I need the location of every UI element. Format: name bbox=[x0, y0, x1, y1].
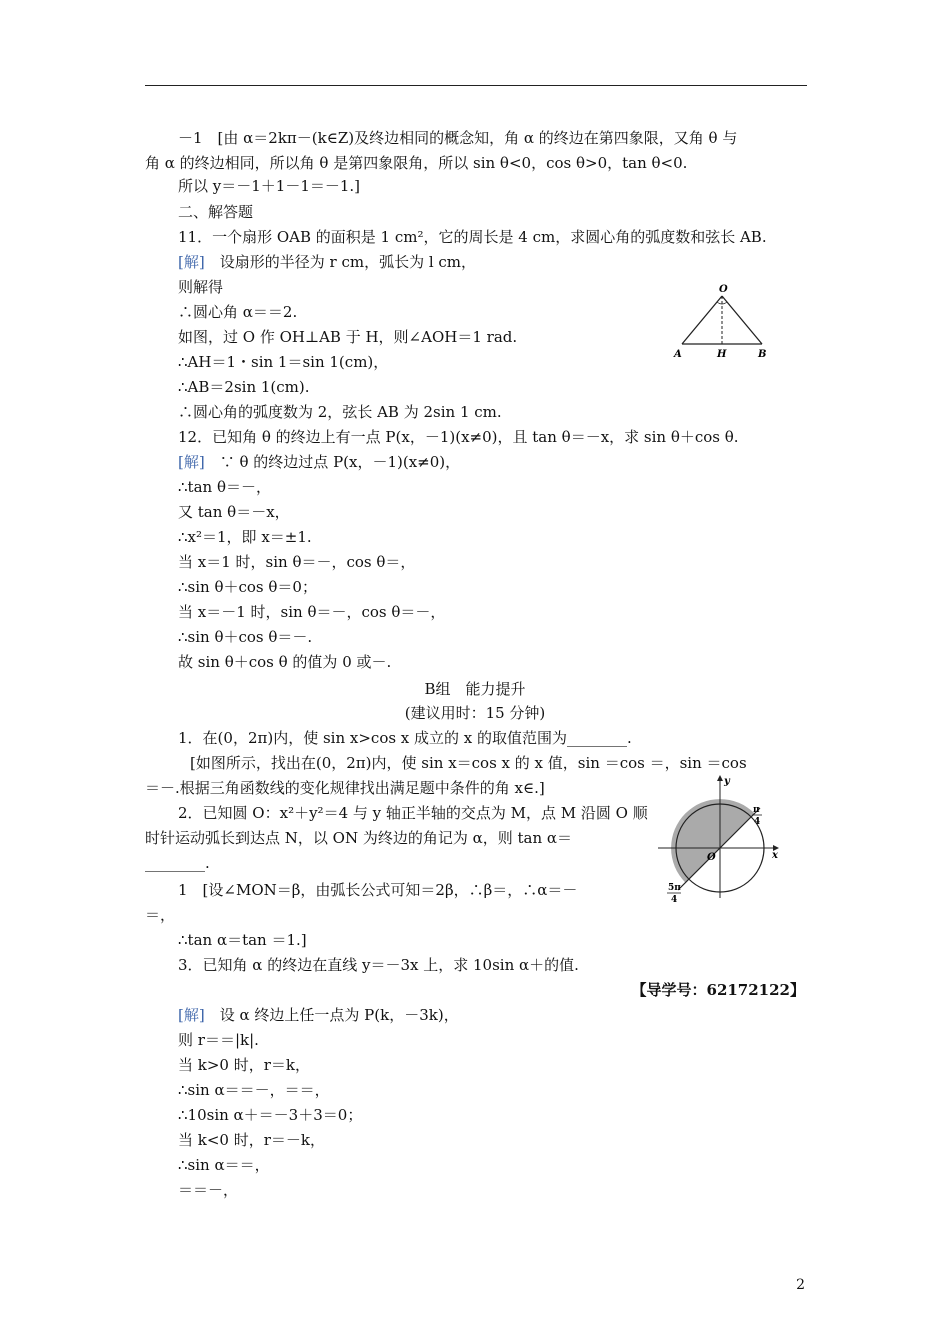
five-pi-over-4-denominator: 4 bbox=[671, 895, 678, 905]
text-line: ∴sin θ＋cos θ＝－. bbox=[178, 628, 313, 646]
text-line: 当 x＝－1 时，sin θ＝－，cos θ＝－， bbox=[178, 603, 446, 621]
point-a-label: A bbox=[674, 349, 682, 360]
text-line: 当 k>0 时，r＝k， bbox=[178, 1056, 310, 1074]
section-heading: 二、解答题 bbox=[178, 203, 254, 221]
page-number: 2 bbox=[796, 1277, 805, 1293]
text-line: ∴AB＝2sin 1(cm). bbox=[178, 378, 310, 396]
text-line: 所以 y＝－1＋1－1＝－1.] bbox=[178, 177, 361, 195]
header-rule bbox=[145, 85, 807, 86]
solution-label: [解] bbox=[178, 253, 205, 271]
text-line: 当 x＝1 时，sin θ＝－，cos θ＝， bbox=[178, 553, 416, 571]
y-axis-label: y bbox=[724, 776, 730, 787]
problem-11: 11．一个扇形 OAB 的面积是 1 cm²，它的周长是 4 cm，求圆心角的弧度数和弦长 AB. bbox=[178, 228, 767, 246]
text-line: ∴sin α＝＝， bbox=[178, 1156, 270, 1174]
text-line: 时针运动弧长到达点 N，以 ON 为终边的角记为 α，则 tan α＝ bbox=[145, 829, 573, 847]
solution-line: [解] ∵ θ 的终边过点 P(x，－1)(x≠0)， bbox=[178, 453, 461, 471]
text-line: ∴AH＝1・sin 1＝sin 1(cm)， bbox=[178, 353, 389, 371]
solution-line: [解] 设 α 终边上任一点为 P(k，－3k)， bbox=[178, 1006, 459, 1024]
text-line: ∴sin θ＋cos θ＝0； bbox=[178, 578, 317, 596]
text-line: 则解得 bbox=[178, 278, 224, 296]
text-line: ∴tan θ＝－， bbox=[178, 478, 271, 496]
text-line: ＝＝－， bbox=[178, 1181, 239, 1199]
problem-b3: 3．已知角 α 的终边在直线 y＝－3x 上，求 10sin α＋的值. bbox=[178, 956, 579, 974]
text-line: －1 [由 α＝2kπ－(k∈Z)及终边相同的概念知，角 α 的终边在第四象限，又角 θ 与 bbox=[178, 129, 738, 147]
section-b-title: B组 能力提升 bbox=[424, 680, 526, 698]
point-b-label: B bbox=[758, 349, 767, 360]
text-line: 当 k<0 时，r＝－k， bbox=[178, 1131, 325, 1149]
answer-blank: ________. bbox=[145, 854, 210, 872]
origin-label: O bbox=[707, 852, 716, 863]
text-line: ＝， bbox=[145, 906, 176, 924]
x-axis-label: x bbox=[772, 850, 778, 861]
text-line: 如图，过 O 作 OH⊥AB 于 H，则∠AOH＝1 rad. bbox=[178, 328, 518, 346]
solution-label: [解] bbox=[178, 453, 205, 471]
text-line: ∴sin α＝＝－，＝＝， bbox=[178, 1081, 330, 1099]
text-line: [如图所示，找出在(0，2π)内，使 sin x＝cos x 的 x 值，sin ＝cos ＝，sin ＝cos bbox=[190, 754, 747, 772]
pi-over-4-denominator: 4 bbox=[754, 817, 761, 827]
solution-line: [解] 设扇形的半径为 r cm，弧长为 l cm， bbox=[178, 253, 477, 271]
text-line: 故 sin θ＋cos θ 的值为 0 或－. bbox=[178, 653, 392, 671]
problem-b1: 1．在(0，2π)内，使 sin x>cos x 成立的 x 的取值范围为________. bbox=[178, 729, 632, 747]
solution-label: [解] bbox=[178, 1006, 205, 1024]
problem-12: 12．已知角 θ 的终边上有一点 P(x，－1)(x≠0)，且 tan θ＝－x，求 sin θ＋cos θ. bbox=[178, 428, 739, 446]
text-line: 则 r＝＝|k|. bbox=[178, 1031, 259, 1049]
text-line: 1 [设∠MON＝β，由弧长公式可知＝2β，∴β＝，∴α＝－ bbox=[178, 881, 578, 899]
point-o-label: O bbox=[719, 284, 728, 295]
point-h-label: H bbox=[717, 349, 727, 360]
pi-over-4-numerator: π bbox=[753, 805, 760, 815]
text-line: ∴圆心角 α＝＝2. bbox=[178, 303, 298, 321]
guide-number: 【导学号：62172122】 bbox=[631, 981, 805, 999]
sector-triangle-figure bbox=[668, 282, 778, 364]
suggested-time: (建议用时：15 分钟) bbox=[404, 704, 546, 722]
text-line: 角 α 的终边相同，所以角 θ 是第四象限角，所以 sin θ<0，cos θ>0，tan θ<0. bbox=[145, 154, 688, 172]
problem-b2: 2．已知圆 O：x²＋y²＝4 与 y 轴正半轴的交点为 M，点 M 沿圆 O 顺 bbox=[178, 804, 648, 822]
text-line: ＝－.根据三角函数线的变化规律找出满足题中条件的角 x∈.] bbox=[145, 779, 545, 797]
text-line: 又 tan θ＝－x， bbox=[178, 503, 290, 521]
text-line: ∴x²＝1，即 x＝±1. bbox=[178, 528, 312, 546]
text-line: ∴圆心角的弧度数为 2，弦长 AB 为 2sin 1 cm. bbox=[178, 403, 502, 421]
unit-circle-figure bbox=[650, 770, 790, 908]
text-line: ∴tan α＝tan ＝1.] bbox=[178, 931, 307, 949]
five-pi-over-4-numerator: 5π bbox=[668, 883, 681, 893]
text-line: ∴10sin α＋＝－3＋3＝0； bbox=[178, 1106, 363, 1124]
